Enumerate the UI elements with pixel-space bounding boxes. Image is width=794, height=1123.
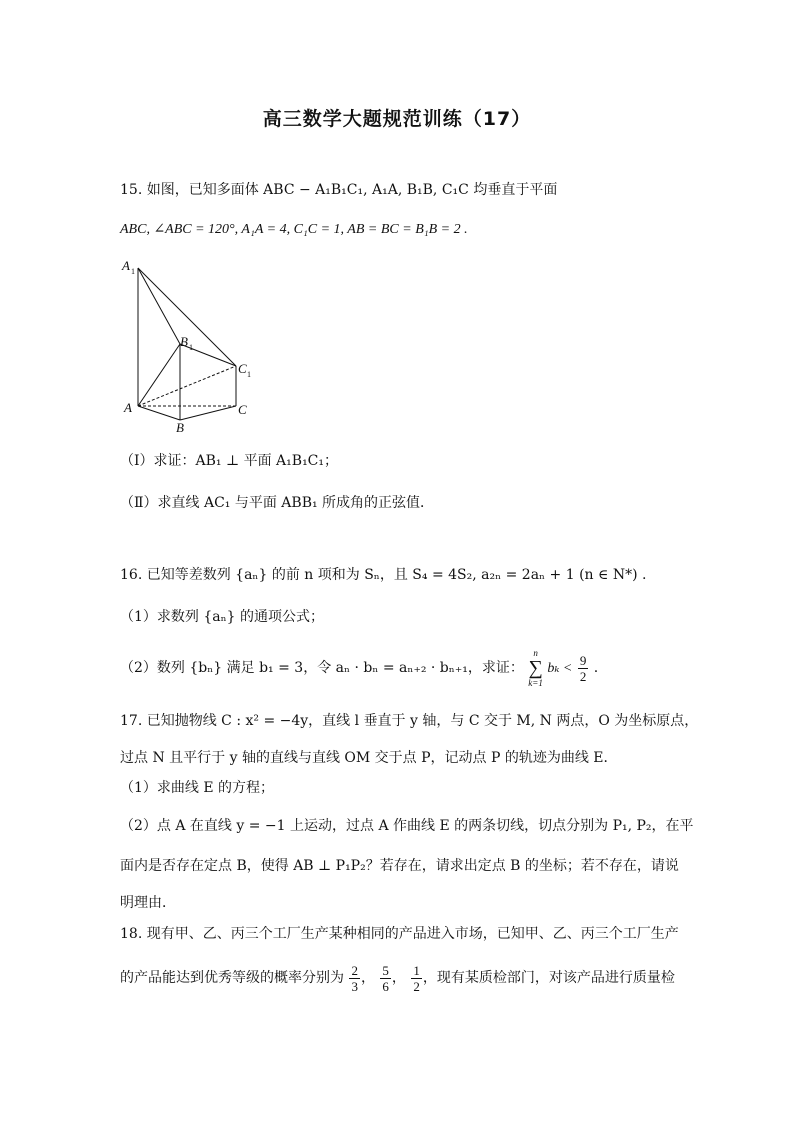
sum-term: bₖ <	[547, 661, 573, 676]
fraction-1-2	[411, 963, 422, 994]
q17-part2-line1: （2）点 A 在直线 y = −1 上运动，过点 A 作曲线 E 的两条切线，切点分别为 P₁, P₂，在平	[120, 818, 694, 834]
label-C1: C	[238, 361, 247, 376]
q18-line2-rest: ，现有某质检部门，对该产品进行质量检	[422, 970, 675, 986]
sum-lower: k=1	[528, 678, 543, 688]
label-C: C	[238, 402, 247, 417]
sum-sigma: ∑	[528, 657, 543, 679]
q15-statement-line2: ABC, ∠ABC = 120°, A₁A = 4, C₁C = 1, AB = BC = B₁B = 2 .	[120, 222, 468, 237]
q16-statement: 16. 已知等差数列 {aₙ} 的前 n 项和为 Sₙ，且 S₄ = 4S₂, a₂ₙ = 2aₙ + 1 (n ∈ N*) .	[120, 567, 647, 583]
sum-upper: n	[533, 648, 538, 658]
fraction-5-6	[380, 963, 391, 994]
fraction-2-3	[349, 963, 360, 994]
q17-part2-line2: 面内是否存在定点 B，使得 AB ⊥ P₁P₂？若存在，请求出定点 B 的坐标；若不存在，请说	[120, 858, 679, 874]
q17-statement-line2: 过点 N 且平行于 y 轴的直线与直线 OM 交于点 P，记动点 P 的轨迹为曲线 E．	[120, 750, 618, 766]
frac-num: 2	[351, 962, 358, 978]
label-B: B	[176, 420, 184, 434]
q18-statement-line1: 18. 现有甲、乙、丙三个工厂生产某种相同的产品进入市场，已知甲、乙、丙三个工厂生产	[120, 926, 679, 942]
label-A1-sub: 1	[131, 267, 135, 276]
q16-part1: （1）求数列 {aₙ} 的通项公式；	[120, 609, 325, 625]
frac-num: 1	[413, 962, 420, 978]
frac-den: 6	[382, 978, 389, 994]
edge-A-C1-dashed	[138, 366, 236, 406]
fraction-9-2	[578, 653, 589, 684]
q17-statement-line1: 17. 已知抛物线 C : x² = −4y，直线 l 垂直于 y 轴，与 C 交于 M, N 两点，O 为坐标原点，	[120, 713, 699, 729]
edge-A-B1	[138, 344, 180, 406]
q17-part2-line3: 明理由．	[120, 895, 176, 911]
q16-part2-end: .	[593, 660, 599, 676]
q16-part2-text: （2）数列 {bₙ} 满足 b₁ = 3，令 aₙ · bₙ = aₙ₊₂ · bₙ₊₁，求证：	[120, 660, 524, 676]
frac-den: 2	[413, 978, 420, 994]
frac-num: 5	[382, 962, 389, 978]
q15-statement-line1: 15. 如图，已知多面体 ABC − A₁B₁C₁, A₁A, B₁B, C₁C 均垂直于平面	[120, 182, 558, 198]
edge-A1-B1	[138, 268, 180, 344]
q18-line2-text: 的产品能达到优秀等级的概率分别为	[120, 970, 344, 986]
q18-statement-line2	[120, 958, 675, 998]
label-A: A	[124, 400, 132, 415]
separator: ，	[391, 970, 406, 986]
q15-part1: （Ⅰ）求证：AB₁ ⊥ 平面 A₁B₁C₁；	[120, 453, 339, 469]
frac-num: 9	[579, 652, 587, 668]
frac-den: 2	[579, 668, 587, 684]
edge-B-C	[180, 406, 236, 420]
frac-den: 3	[351, 978, 358, 994]
q16-part2	[120, 648, 598, 689]
separator: ，	[360, 970, 375, 986]
summation	[528, 648, 543, 688]
q15-part2: （Ⅱ）求直线 AC₁ 与平面 ABB₁ 所成角的正弦值．	[120, 495, 435, 511]
q17-part1: （1）求曲线 E 的方程；	[120, 780, 275, 796]
polyhedron-figure	[118, 254, 268, 434]
page-title: 高三数学大题规范训练（17）	[262, 108, 532, 130]
label-C1-sub: 1	[247, 370, 251, 379]
label-A1: A	[122, 258, 130, 273]
edge-A-B	[138, 406, 180, 420]
edge-A1-C1	[138, 268, 236, 366]
label-B1-sub: 1	[189, 343, 193, 352]
label-B1: B	[180, 334, 188, 349]
